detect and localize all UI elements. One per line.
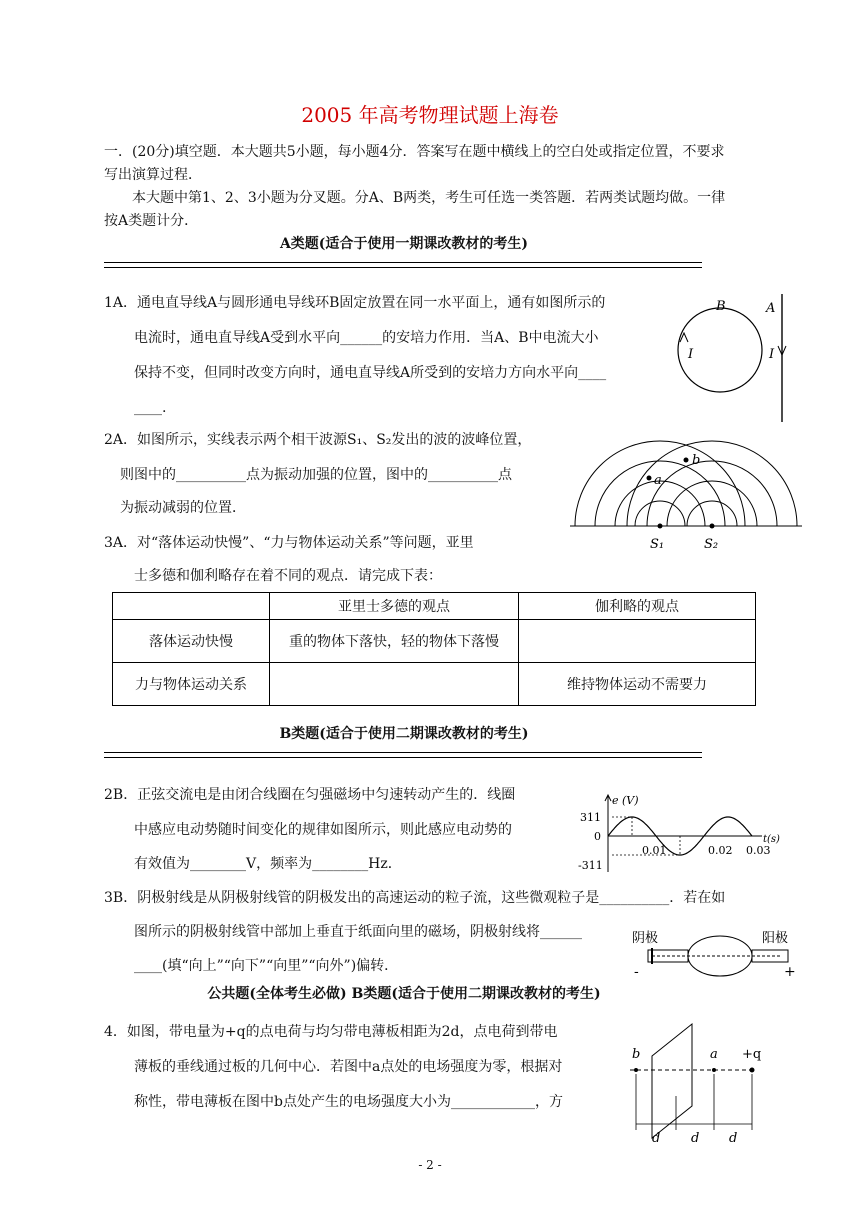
y-axis-label: e (V): [612, 794, 639, 807]
intro-line-3: 本大题中第1、2、3小题为分叉题。分A、B两类，考生可任选一类答题．若两类试题均做。一律: [132, 190, 726, 206]
table-cell: 落体运动快慢: [113, 620, 270, 663]
table-cell: [270, 663, 519, 706]
wave-s1-1: [635, 501, 685, 526]
table-cell: [113, 593, 270, 620]
label-b: b: [692, 453, 701, 468]
q1a-line-2: 电流时，通电直导线A受到水平向______的安培力作用．当A、B中电流大小: [134, 330, 599, 346]
q2a-line-2: 则图中的__________点为振动加强的位置，图中的__________点: [120, 467, 512, 483]
wave-s2-4: [627, 441, 797, 526]
charged-plate: [652, 1024, 692, 1138]
label-i-wire: I: [769, 347, 775, 362]
q2a-figure: [566, 432, 806, 556]
q4-line-2: 薄板的垂线通过板的几何中心．若图中a点处的电场强度为零，根据对: [134, 1059, 563, 1075]
section-b-heading: B类题(适合于使用二期课改教材的考生): [279, 726, 529, 742]
section-a-divider: [104, 262, 702, 268]
table-row: [113, 620, 756, 663]
point-s2: [710, 524, 715, 529]
wave-s2-2: [667, 481, 757, 526]
q1a-line-4: ____.: [134, 400, 167, 416]
label-s1: S₁: [650, 537, 665, 552]
q1a-figure: [672, 290, 802, 426]
cathode-label: 阴极: [632, 931, 659, 946]
q2a-line-3: 为振动减弱的位置．: [120, 500, 246, 516]
label-a: a: [710, 1047, 718, 1062]
x-tick-label: 0.01: [642, 844, 667, 857]
q3b-line-1: 3B．阴极射线是从阴极射线管的阴极发出的高速运动的粒子流，这些微观粒子是__________．若在如: [104, 890, 726, 906]
wave-s1-3: [595, 461, 725, 526]
point-b: [634, 1068, 638, 1072]
wave-s2-1: [687, 501, 737, 526]
q2b-line-3: 有效值为________V，频率为________Hz．: [134, 856, 402, 872]
q3b-figure: [630, 926, 800, 982]
q2a-line-1: 2A．如图所示，实线表示两个相干波源S₁、S₂发出的波的波峰位置，: [104, 432, 532, 448]
label-b: b: [632, 1047, 641, 1062]
wave-s2-3: [647, 461, 777, 526]
minus-sign: -: [634, 964, 639, 980]
table-cell: 维持物体运动不需要力: [519, 663, 756, 706]
q2b-line-2: 中感应电动势随时间变化的规律如图所示，则此感应电动势的: [134, 822, 512, 838]
table-cell: 重的物体下落快，轻的物体下落慢: [270, 620, 519, 663]
q4-line-3: 称性，带电薄板在图中b点处产生的电场强度大小为____________，方: [134, 1094, 563, 1110]
q3b-line-3: ____(填“向上”“向下”“向里”“向外”)偏转．: [134, 958, 399, 974]
q3b-line-2: 图所示的阴极射线管中部加上垂直于纸面向里的磁场，阴极射线将______: [134, 924, 582, 940]
q4-line-1: 4．如图，带电量为+q的点电荷与均匀带电薄板相距为2d，点电荷到带电: [104, 1024, 558, 1040]
label-d: d: [729, 1131, 738, 1144]
point-b: [684, 458, 689, 463]
label-d: d: [691, 1131, 700, 1144]
table-cell: 力与物体运动关系: [113, 663, 270, 706]
intro-line-1: 一．(20分)填空题．本大题共5小题，每小题4分．答案写在题中横线上的空白处或指定位置，不要求: [104, 144, 725, 160]
label-s2: S₂: [704, 537, 719, 552]
y-tick-label: 311: [580, 811, 601, 824]
label-i-ring: I: [688, 347, 694, 362]
q3a-line-2: 士多德和伽利略存在着不同的观点．请完成下表：: [134, 568, 442, 584]
plus-sign: +: [784, 964, 796, 980]
label-q: +q: [742, 1047, 762, 1062]
y-tick-label: 0: [594, 830, 601, 843]
page-title: 2005 年高考物理试题上海卷: [301, 103, 559, 127]
q3a-line-1: 3A．对“落体运动快慢”、“力与物体运动关系”等问题，亚里: [104, 535, 474, 551]
anode-label: 阳极: [762, 931, 789, 946]
x-tick-label: 0.03: [746, 844, 771, 857]
intro-line-2: 写出演算过程．: [104, 167, 202, 183]
table-cell: [519, 620, 756, 663]
label-a: a: [654, 473, 662, 488]
table-cell: 伽利略的观点: [519, 593, 756, 620]
q4-figure: [622, 1018, 802, 1144]
section-a-heading: A类题(适合于使用一期课改教材的考生): [279, 236, 529, 252]
q2b-chart: [576, 790, 798, 876]
point-a: [712, 1068, 716, 1072]
q1a-line-1: 1A．通电直导线A与圆形通电导线环B固定放置在同一水平面上，通有如图所示的: [104, 295, 606, 311]
section-b-divider: [104, 752, 702, 758]
point-charge: [750, 1068, 755, 1073]
y-tick-label: -311: [578, 859, 603, 872]
x-tick-label: 0.02: [708, 844, 733, 857]
views-table: [112, 592, 756, 706]
q2b-line-1: 2B．正弦交流电是由闭合线圈在匀强磁场中匀速转动产生的．线圈: [104, 787, 516, 803]
label-d: d: [652, 1131, 661, 1144]
page-number: - 2 -: [418, 1158, 442, 1172]
label-b: B: [716, 299, 726, 314]
table-header-row: [113, 593, 756, 620]
table-row: [113, 663, 756, 706]
x-axis-label: t(s): [763, 834, 780, 845]
point-s1: [658, 524, 663, 529]
label-a: A: [766, 301, 776, 316]
point-a: [647, 476, 652, 481]
section-common-heading: 公共题(全体考生必做) B类题(适合于使用二期课改教材的考生): [207, 986, 601, 1002]
table-cell: 亚里士多德的观点: [270, 593, 519, 620]
intro-line-4: 按A类题计分．: [104, 213, 199, 229]
q1a-line-3: 保持不变，但同时改变方向时，通电直导线A所受到的安培力方向水平向____: [134, 365, 607, 381]
